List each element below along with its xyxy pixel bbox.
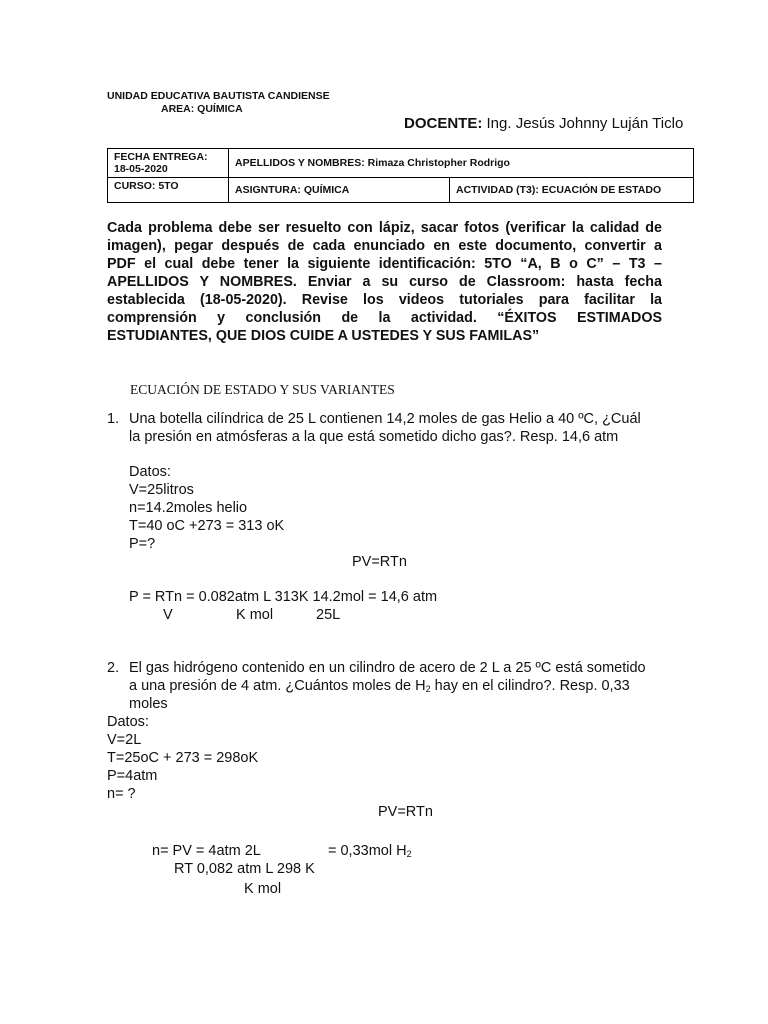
instruction-line: comprensión y conclusión de la actividad. “ÉXITOS ESTIMADOS <box>107 310 662 326</box>
problem1-statement-line1: Una botella cilíndrica de 25 L contienen 14,2 moles de gas Helio a 40 ºC, ¿Cuál <box>129 411 641 427</box>
problem2-result-subscript: 2 <box>406 849 412 859</box>
problem1-temperature: T=40 oC +273 = 313 oK <box>129 518 285 534</box>
problem2-pressure: P=4atm <box>107 768 158 784</box>
problem2-statement-line1: El gas hidrógeno contenido en un cilindro de acero de 2 L a 25 ºC está sometido <box>129 660 646 676</box>
instruction-line: APELLIDOS Y NOMBRES. Enviar a su curso de Classroom: hasta fecha <box>107 274 662 290</box>
area-label: AREA: QUÍMICA <box>161 103 243 115</box>
instruction-line: ESTUDIANTES, QUE DIOS CUIDE A USTEDES Y SUS FAMILAS” <box>107 328 540 344</box>
problem1-denominator-25l: 25L <box>316 607 341 623</box>
problem2-denominator-line1: RT 0,082 atm L 298 K <box>174 861 315 877</box>
actividad-cell: ACTIVIDAD (T3): ECUACIÓN DE ESTADO <box>450 178 694 203</box>
problem1-moles: n=14.2moles helio <box>129 500 248 516</box>
docente-line <box>404 115 683 132</box>
problem1-volume: V=25litros <box>129 482 194 498</box>
instruction-line: establecida (18-05-2020). Revise los videos tutoriales para facilitar la <box>107 292 662 308</box>
school-name: UNIDAD EDUCATIVA BAUTISTA CANDIENSE <box>107 90 330 102</box>
instruction-line: Cada problema debe ser resuelto con lápiz, sacar fotos (verificar la calidad de <box>107 220 662 236</box>
problem2-formula: PV=RTn <box>378 804 433 820</box>
instruction-line: imagen), pegar después de cada enunciado en este documento, convertir a <box>107 238 662 254</box>
problem1-number: 1. <box>107 411 120 427</box>
problem2-calculation: n= PV = 4atm 2L <box>152 843 261 859</box>
problem1-calculation: P = RTn = 0.082atm L 313K 14.2mol = 14,6 atm <box>129 589 438 605</box>
instruction-line: PDF el cual debe tener la siguiente identificación: 5TO “A, B o C” – T3 – <box>107 256 662 272</box>
problem2-number: 2. <box>107 660 120 676</box>
problem1-statement-line2: la presión en atmósferas a la que está sometido dicho gas?. Resp. 14,6 atm <box>129 429 619 445</box>
problem2-statement-line2 <box>129 678 630 694</box>
docente-label: DOCENTE: <box>404 115 483 132</box>
section-title: ECUACIÓN DE ESTADO Y SUS VARIANTES <box>130 382 395 397</box>
problem2-moles: n= ? <box>107 786 136 802</box>
problem2-result-text: = 0,33mol H <box>328 843 407 859</box>
info-table <box>107 148 694 203</box>
curso-cell: CURSO: 5TO <box>108 178 229 203</box>
problem1-denominator-kmol: K mol <box>236 607 274 623</box>
problem2-statement-line3: moles <box>129 696 168 712</box>
problem2-datos-label: Datos: <box>107 714 149 730</box>
problem2-result <box>328 843 412 859</box>
problem2-denominator-line2: K mol <box>244 881 282 897</box>
problem1-datos-label: Datos: <box>129 464 171 480</box>
docente-name: Ing. Jesús Johnny Luján Ticlo <box>482 115 684 132</box>
problem1-pressure: P=? <box>129 536 156 552</box>
problem2-temperature: T=25oC + 273 = 298oK <box>107 750 259 766</box>
problem2-volume: V=2L <box>107 732 142 748</box>
apellidos-cell: APELLIDOS Y NOMBRES: Rimaza Christopher Rodrigo <box>229 149 694 178</box>
problem2-line2-rest: hay en el cilindro?. Resp. 0,33 <box>430 678 630 694</box>
problem2-line2-text: a una presión de 4 atm. ¿Cuántos moles de H <box>129 678 426 694</box>
problem2-h2-subscript: 2 <box>425 684 431 694</box>
fecha-entrega-cell: FECHA ENTREGA: 18-05-2020 <box>108 149 229 178</box>
problem1-formula: PV=RTn <box>352 554 407 570</box>
problem1-denominator-v: V <box>163 607 173 623</box>
asignatura-cell: ASIGNTURA: QUÍMICA <box>229 178 450 203</box>
instructions-paragraph <box>107 219 662 345</box>
